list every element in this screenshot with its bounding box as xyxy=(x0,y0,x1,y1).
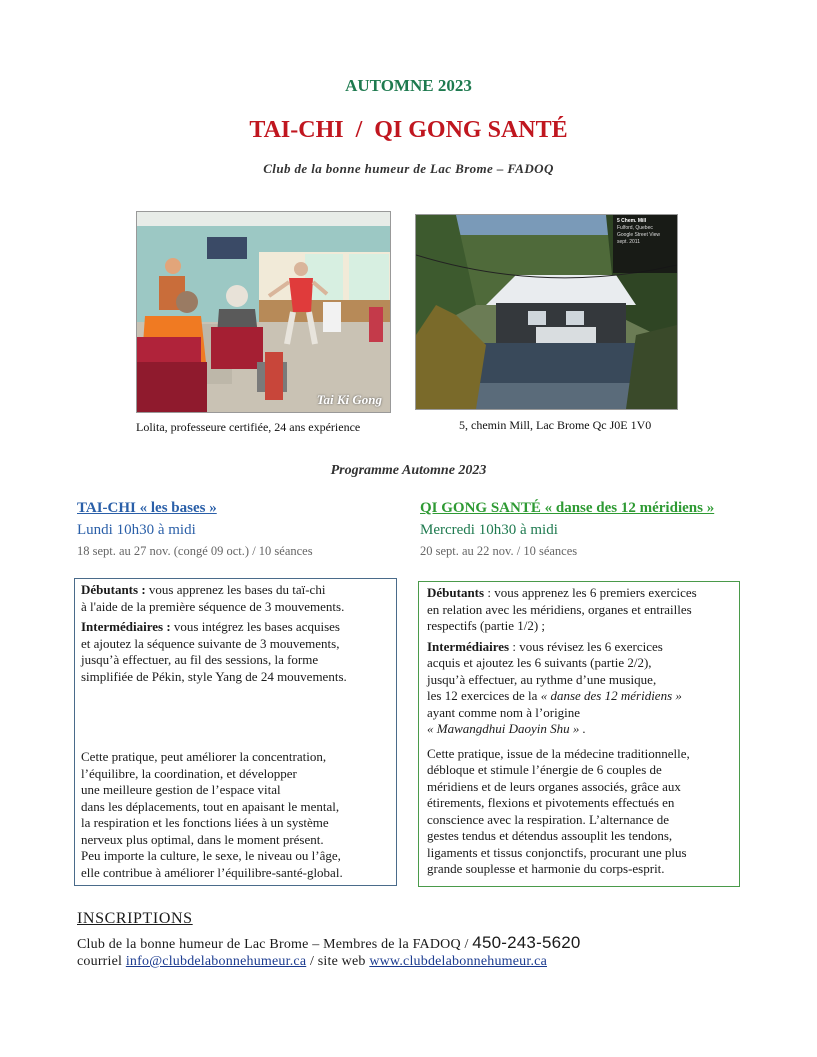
taichi-inter-label: Intermédiaires : xyxy=(81,619,171,634)
taichi-inter-text-2: jusqu’à effectuer, au fil des sessions, la forme xyxy=(81,652,319,667)
qigong-inter-a: les 12 exercices de la xyxy=(427,688,541,703)
inscriptions-club-line xyxy=(77,933,581,953)
email-prefix: courriel xyxy=(77,954,126,969)
program-title: Programme Automne 2023 xyxy=(330,463,487,478)
email-link[interactable]: info@clubdelabonnehumeur.ca xyxy=(125,954,307,969)
taichi-deb-text-1: à l'aide de la première séquence de 3 mouvements. xyxy=(81,598,345,614)
taichi-practice-7: elle contribue à améliorer l’équilibre-santé-global. xyxy=(81,864,343,880)
qigong-practice-3: étirements, flexions et pivotements effectués en xyxy=(427,795,675,810)
qigong-debutants-label: Débutants xyxy=(427,585,485,600)
qigong-practice-2: méridiens et de leurs organes associés, grâce aux xyxy=(427,778,681,794)
qigong-inter-text-3 xyxy=(427,688,733,705)
qigong-practice-6: ligaments et tissus conjonctifs, procurant une plus xyxy=(427,844,687,860)
qigong-origin-name: « Mawangdhui Daoyin Shu » . xyxy=(427,721,586,736)
qigong-practice-7: grande souplesse et harmonie du corps-esprit. xyxy=(427,861,665,876)
sv-line-4: sept. 2011 xyxy=(617,239,640,245)
taichi-title: TAI-CHI « les bases » xyxy=(77,500,217,516)
taichi-debutants-label: Débutants : xyxy=(81,582,146,597)
taichi-dates: 18 sept. au 27 nov. (congé 09 oct.) / 10 séances xyxy=(77,544,313,558)
inscriptions-contact-line xyxy=(77,954,547,970)
qigong-practice-0: Cette pratique, issue de la médecine traditionnelle, xyxy=(427,745,690,761)
qigong-title: QI GONG SANTÉ « danse des 12 méridiens » xyxy=(420,500,715,516)
qigong-practice-1: débloque et stimule l’énergie de 6 couples de xyxy=(427,762,662,777)
taichi-practice-3: dans les déplacements, tout en apaisant le mental, xyxy=(81,798,340,814)
qigong-inter-text-0: : vous révisez les 6 exercices xyxy=(509,638,663,654)
taichi-description-box xyxy=(74,578,397,886)
page-title: TAI-CHI / QI GONG SANTÉ xyxy=(249,117,568,143)
qigong-inter-line xyxy=(427,639,733,656)
street-view-panel xyxy=(613,215,677,273)
qigong-deb-text-0: : vous apprenez les 6 premiers exercices xyxy=(484,585,697,600)
qigong-dance-name: « danse des 12 méridiens » xyxy=(540,688,682,703)
qigong-inter-text-2: jusqu’à effectuer, au rythme d’une musique, xyxy=(427,671,657,687)
qigong-inter-text-1: acquis et ajoutez les 6 suivants (partie 2/2), xyxy=(427,655,652,670)
qigong-inter-b: ayant comme nom à l’origine xyxy=(427,704,581,720)
taichi-practice-1: l’équilibre, la coordination, et développer xyxy=(81,765,297,781)
qigong-deb-text-1: en relation avec les méridiens, organes et entrailles xyxy=(427,601,692,617)
season-heading: AUTOMNE 2023 xyxy=(345,76,472,95)
photo1-caption: Lolita, professeure certifiée, 24 ans expérience xyxy=(136,420,361,434)
qigong-schedule: Mercredi 10h30 à midi xyxy=(420,522,558,538)
building-street-photo xyxy=(415,214,678,410)
taichi-practice-2: une meilleure gestion de l’espace vital xyxy=(81,782,281,797)
taichi-class-photo xyxy=(136,211,391,413)
qigong-description-box xyxy=(418,581,740,887)
sv-line-1: 5 Chem. Mill xyxy=(617,218,647,224)
photo2-caption: 5, chemin Mill, Lac Brome Qc J0E 1V0 xyxy=(459,418,652,432)
taichi-debutants-line xyxy=(81,582,390,599)
taichi-class-illustration xyxy=(137,212,390,412)
taichi-schedule: Lundi 10h30 à midi xyxy=(77,522,196,538)
qigong-dates: 20 sept. au 22 nov. / 10 séances xyxy=(420,544,578,558)
qigong-inter-label: Intermédiaires xyxy=(427,638,510,654)
taichi-inter-text-1: et ajoutez la séquence suivante de 3 mouvements, xyxy=(81,635,340,651)
inscriptions-club-text: Club de la bonne humeur de Lac Brome – Membres de la FADOQ / xyxy=(77,937,473,952)
qigong-debutants-line xyxy=(427,585,733,602)
sv-line-3: Google Street View xyxy=(617,232,660,238)
taichi-inter-line xyxy=(81,619,390,636)
inscriptions-heading: INSCRIPTIONS xyxy=(77,910,193,927)
sv-line-2: Fulford, Quebec xyxy=(617,225,653,231)
qigong-deb-text-2: respectifs (partie 1/2) ; xyxy=(427,618,546,633)
site-prefix: / site web xyxy=(306,954,370,969)
taichi-practice-0: Cette pratique, peut améliorer la concentration, xyxy=(81,749,327,764)
taichi-inter-text-0: vous intégrez les bases acquises xyxy=(170,619,340,634)
taichi-practice-5: nerveux plus optimal, dans le moment présent. xyxy=(81,831,324,847)
qigong-practice-4: conscience avec la respiration. L’alternance de xyxy=(427,811,670,827)
club-subtitle: Club de la bonne humeur de Lac Brome – FADOQ xyxy=(263,161,554,176)
website-link[interactable]: www.clubdelabonnehumeur.ca xyxy=(369,954,547,969)
taichi-deb-text-0: vous apprenez les bases du taï-chi xyxy=(145,582,326,597)
phone-number: 450-243-5620 xyxy=(472,933,581,952)
qigong-practice-5: gestes tendus et détendus assouplit les tendons, xyxy=(427,828,673,843)
taichi-practice-6: Peu importe la culture, le sexe, le niveau ou l’âge, xyxy=(81,848,341,863)
taichi-inter-text-3: simplifiée de Pékin, style Yang de 24 mouvements. xyxy=(81,668,347,684)
taichi-practice-4: la respiration et les fonctions liées à un système xyxy=(81,815,329,830)
photo-overlay-label: Tai Ki Gong xyxy=(316,392,382,407)
